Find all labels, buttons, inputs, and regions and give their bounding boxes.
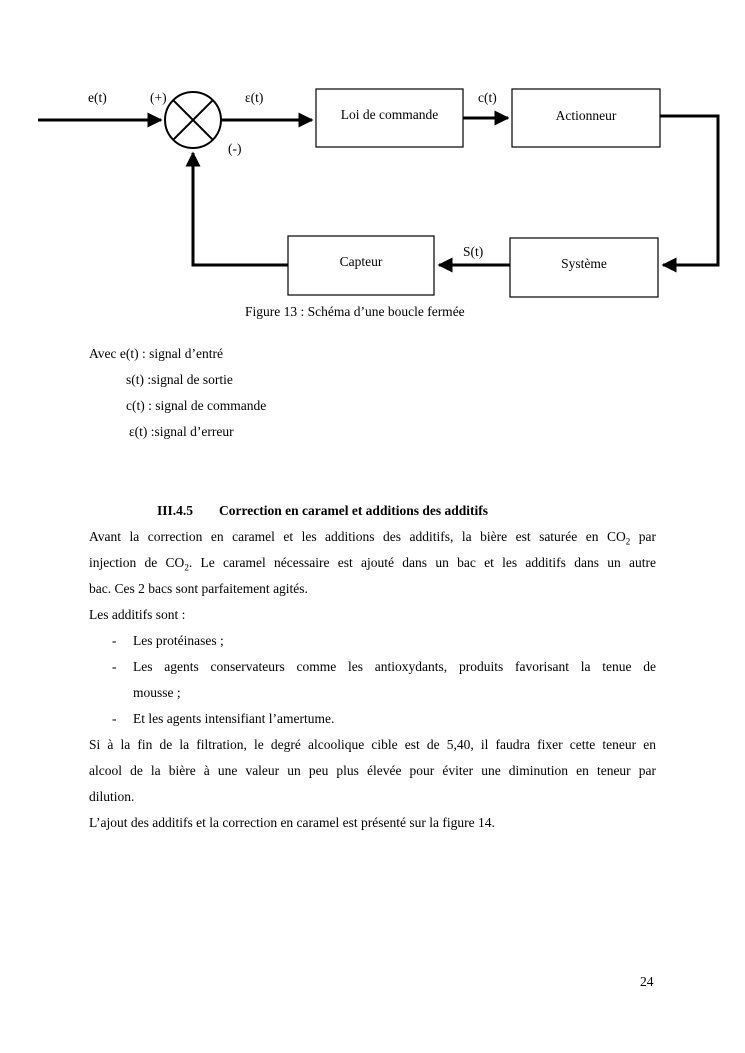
closed-loop-diagram (0, 0, 745, 330)
summing-junction (165, 92, 221, 148)
paragraph-line: Avant la correction en caramel et les additions des additifs, la bière est saturée en $CO_2$ par (89, 529, 656, 547)
section-title: Correction en caramel et additions des additifs (219, 503, 488, 518)
actuator-label: Actionneur (555, 108, 617, 123)
feedback-arrow (193, 153, 288, 265)
bullet-dash: - (112, 659, 117, 674)
command-signal-label: c(t) (478, 90, 497, 105)
error-signal-label: ε(t) (245, 90, 264, 105)
legend-line-error: ε(t) :signal d’erreur (129, 424, 234, 439)
legend-line-command: c(t) : signal de commande (126, 398, 267, 413)
list-item: - Les agents conservateurs comme les antioxydants, produits favorisant la tenue de mousse ; (112, 654, 656, 706)
output-signal-label: S(t) (463, 244, 484, 259)
paragraph-line: injection de $CO_2$. Le caramel nécessaire est ajouté dans un bac et les additifs dans un autre (89, 555, 657, 573)
page-number: 24 (640, 974, 654, 989)
paragraph-line: Si à la fin de la filtration, le degré alcoolique cible est de 5,40, il faudra fixer cette teneur en (89, 737, 656, 752)
legend-line-output: s(t) :signal de sortie (126, 372, 233, 387)
system-label: Système (561, 256, 607, 271)
actuator-to-system-arrow (660, 116, 718, 265)
paragraph-alcohol (89, 732, 656, 836)
minus-sign-label: (-) (228, 141, 242, 156)
paragraph-figure-ref: L’ajout des additifs et la correction en caramel est présenté sur la figure 14. (89, 815, 495, 830)
input-signal-label: e(t) (88, 90, 107, 105)
plus-sign-label: (+) (150, 90, 167, 105)
paragraph-line: dilution. (89, 789, 135, 804)
sensor-label: Capteur (339, 254, 383, 269)
list-item: - Les protéinases ; (112, 628, 656, 654)
controller-label: Loi de commande (340, 107, 439, 122)
list-item: - Et les agents intensifiant l’amertume. (112, 706, 656, 732)
paragraph-line: alcool de la bière à une valeur un peu plus élevée pour éviter une diminution en teneur par (89, 763, 656, 778)
additives-intro: Les additifs sont : (89, 607, 186, 622)
bullet-dash: - (112, 633, 117, 648)
legend-line-input: Avec e(t) : signal d’entré (89, 346, 223, 361)
section-number: III.4.5 (157, 503, 194, 518)
bullet-dash: - (112, 711, 117, 726)
figure-caption: Figure 13 : Schéma d’une boucle fermée (245, 304, 465, 319)
paragraph-line: bac. Ces 2 bacs sont parfaitement agités. (89, 581, 308, 596)
paragraph-intro (89, 524, 656, 628)
